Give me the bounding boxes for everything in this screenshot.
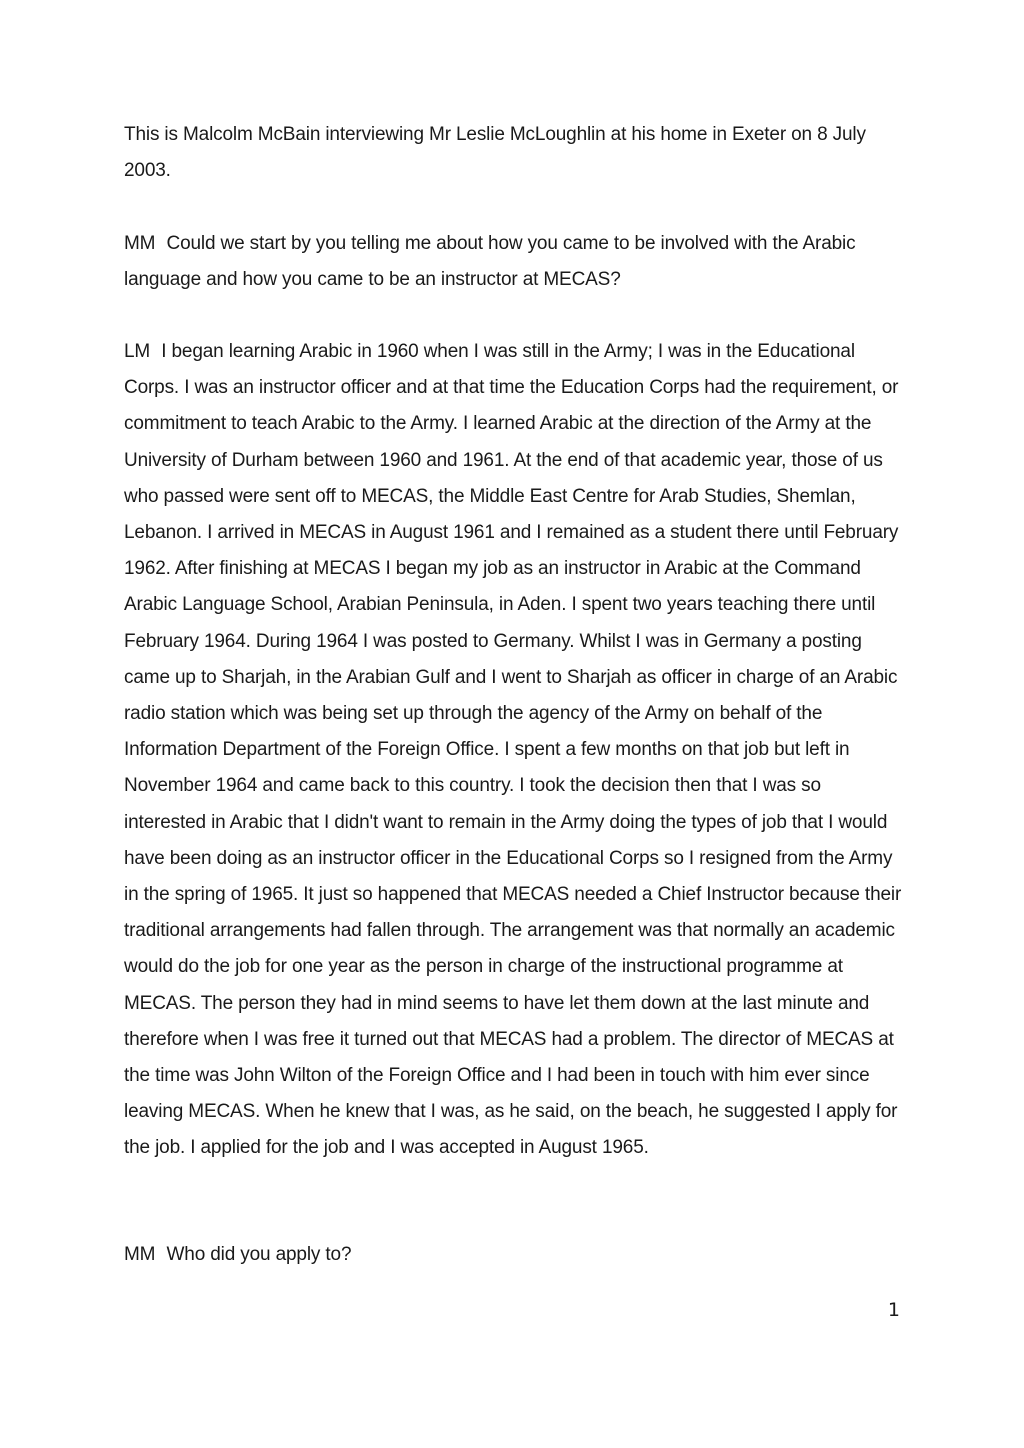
- exchange-text: Who did you apply to?: [166, 1244, 352, 1265]
- intro-paragraph: This is Malcolm McBain interviewing Mr Leslie McLoughlin at his home in Exeter on 8 July 2003.: [124, 124, 866, 182]
- exchange-text: I began learning Arabic in 1960 when I was still in the Army; I was in the Educational Corps. I was an instructor officer and at that time the Education Corps had the requirement, or commitment to teach Arabic to the Army. I learned Arabic at the direction of the Army at the University of Durham between 1960 and 1961. At the end of that academic year, those of us who passed were sent off to MECAS, the Middle East Centre for Arab Studies, Shemlan, Lebanon. I arrived in MECAS in August 1961 and I remained as a student there until February 1962. After finishing at MECAS I began my job as an instructor in Arabic at the Command Arabic Language School, Arabian Peninsula, in Aden. I spent two years teaching there until February 1964. During 1964 I was posted to Germany. Whilst I was in Germany a posting came up to Sharjah, in the Arabian Gulf and I went to Sharjah as officer in charge of an Arabic radio station which was being set up through the agency of the Army on behalf of the Information Department of the Foreign Office. I spent a few months on that job but left in November 1964 and came back to this country. I took the decision then that I was so interested in Arabic that I didn't want to remain in the Army doing the types of job that I would have been doing as an instructor officer in the Educational Corps so I resigned from the Army in the spring of 1965. It just so happened that MECAS needed a Chief Instructor because their traditional arrangements had fallen through. The arrangement was that normally an academic would do the job for one year as the person in charge of the instructional programme at MECAS. The person they had in mind seems to have let them down at the last minute and therefore when I was free it turned out that MECAS had a problem. The director of MECAS at the time was John Wilton of the Foreign Office and I had been in touch with him ever since leaving MECAS. When he knew that I was, as he said, on the beach, he suggested I apply for the job. I applied for the job and I was accepted in August 1965.: [124, 341, 902, 1159]
- exchange-text: Could we start by you telling me about how you came to be involved with the Arabic language and how you came to be an instructor at MECAS?: [124, 233, 856, 291]
- exchange-paragraph: [124, 226, 904, 298]
- exchange-paragraph: [124, 334, 904, 1167]
- page-number: 1: [887, 1299, 900, 1321]
- speaker-initials: LM: [124, 341, 151, 362]
- speaker-initials: MM: [124, 1244, 156, 1265]
- exchange-paragraph: [124, 1237, 904, 1273]
- speaker-initials: MM: [124, 233, 156, 254]
